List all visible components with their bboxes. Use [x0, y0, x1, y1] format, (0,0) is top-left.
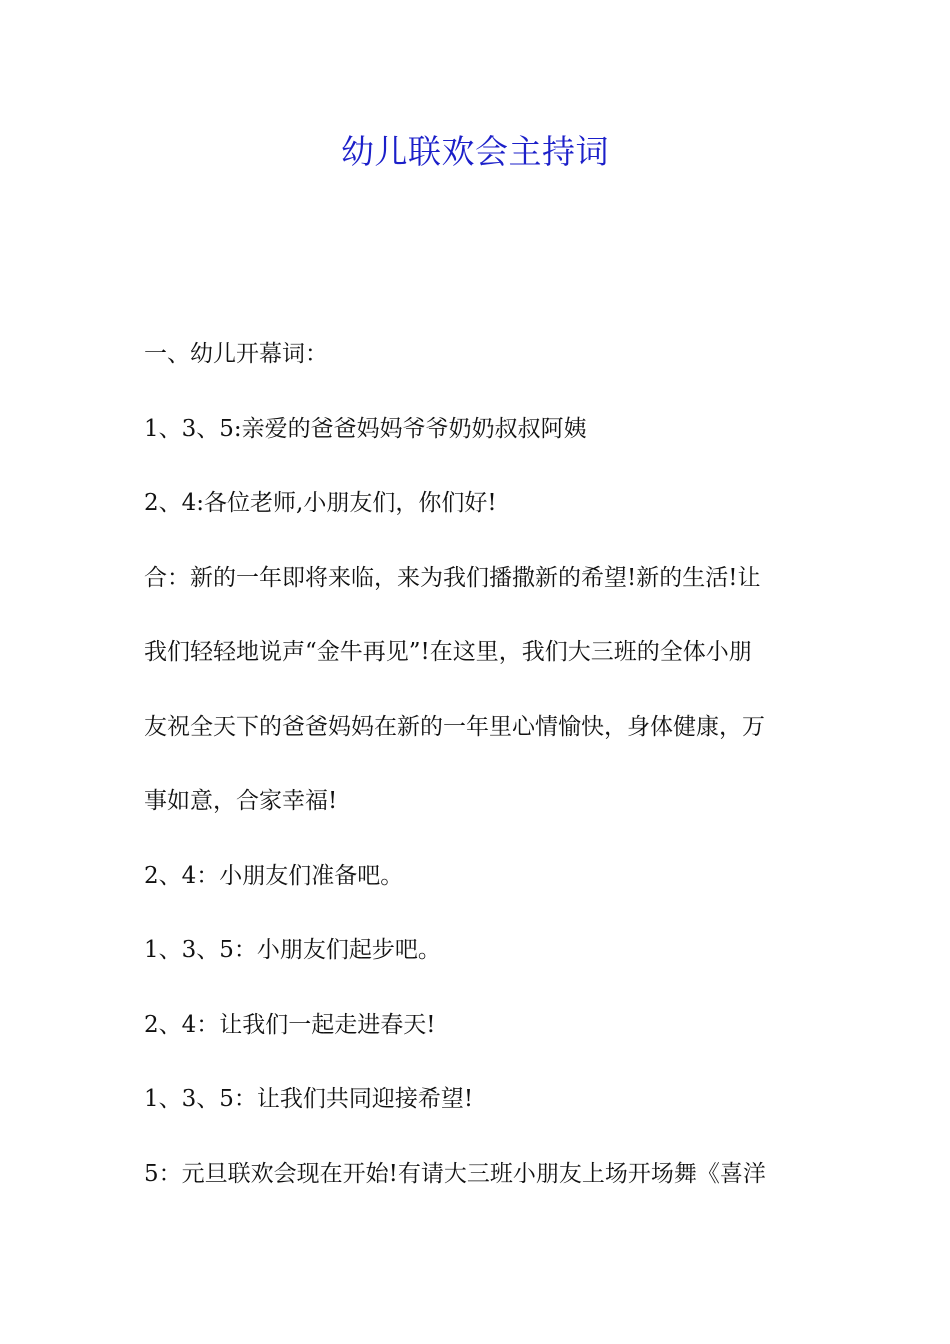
text-line: 1、3、5:亲爱的爸爸妈妈爷爷奶奶叔叔阿姨 — [144, 415, 587, 442]
paragraph-start-walking — [144, 932, 809, 969]
text-line: 合：新的一年即将来临，来为我们播撒新的希望!新的生活!让 — [144, 564, 761, 591]
paragraph-spring — [144, 1007, 809, 1044]
paragraph-together — [144, 560, 809, 821]
text-line: 一、幼儿开幕词： — [144, 341, 328, 367]
paragraph-hope — [144, 1081, 809, 1118]
text-line: 友祝全天下的爸爸妈妈在新的一年里心情愉快，身体健康，万 — [144, 713, 765, 740]
paragraph-greeting-2 — [144, 485, 809, 522]
paragraph-begin — [144, 1156, 809, 1193]
document-title: 幼儿联欢会主持词 — [341, 132, 609, 171]
text-line: 2、4:各位老师,小朋友们，你们好! — [144, 490, 497, 516]
text-line: 1、3、5：小朋友们起步吧。 — [144, 937, 441, 963]
text-line: 我们轻轻地说声“金牛再见”!在这里，我们大三班的全体小朋 — [144, 639, 752, 665]
text-line: 2、4：小朋友们准备吧。 — [144, 862, 404, 889]
text-line: 2、4：让我们一起走进春天! — [144, 1011, 436, 1038]
text-line: 5：元旦联欢会现在开始!有请大三班小朋友上场开场舞《喜洋 — [144, 1160, 766, 1187]
paragraph-opening-heading — [144, 336, 809, 373]
text-line: 1、3、5：让我们共同迎接希望! — [144, 1086, 474, 1112]
paragraph-greeting-1 — [144, 411, 809, 448]
document-body — [144, 336, 809, 1230]
text-line: 事如意，合家幸福! — [144, 788, 338, 814]
paragraph-prepare — [144, 858, 809, 895]
